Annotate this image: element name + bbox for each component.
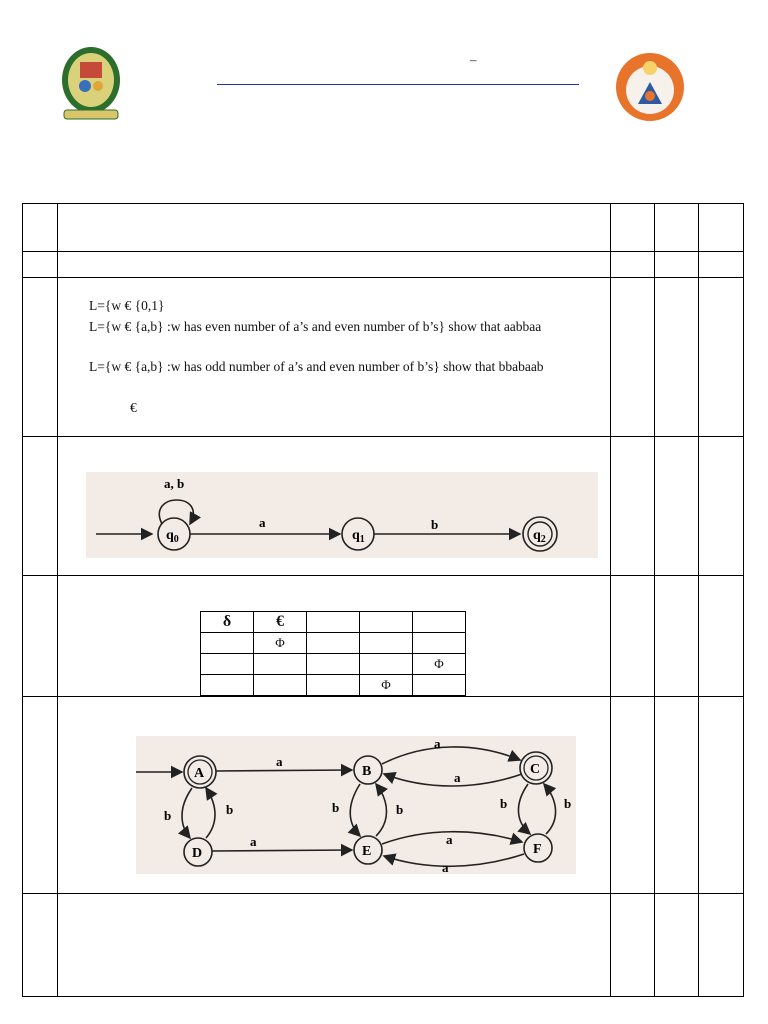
svg-text:b: b (564, 796, 572, 811)
table-cell (307, 612, 360, 633)
table-cell (307, 633, 360, 654)
table-cell (201, 654, 254, 675)
nfa-edge-a: a (259, 515, 266, 530)
table-cell: δ (201, 612, 254, 633)
svg-text:q2: $q_2$ (533, 528, 546, 545)
table-row (201, 633, 466, 654)
question-line-4: € (130, 400, 137, 415)
svg-text:a: a (446, 832, 453, 847)
question-line-3: L={w € {a,b} :w has odd number of a’s and even number of b’s} show that bbabaab (89, 359, 544, 374)
svg-text:a: a (434, 736, 441, 751)
state-label-A: A (194, 766, 205, 781)
svg-text:q0: $q_0$ (166, 528, 179, 545)
state-label-D: D (192, 846, 203, 861)
question-line-2: L={w € {a,b} :w has even number of a’s and even number of b’s} show that aabbaa (89, 319, 542, 334)
svg-text:b: b (500, 796, 508, 811)
table-cell (413, 612, 466, 633)
table-cell: Φ (360, 675, 413, 696)
table-row (201, 612, 466, 633)
svg-text:b: b (226, 802, 234, 817)
svg-text:b: b (396, 802, 404, 817)
table-cell (307, 654, 360, 675)
svg-text:a: a (454, 770, 461, 785)
state-label-B: B (362, 764, 372, 779)
svg-text:a: a (276, 754, 283, 769)
state-label-F: F (533, 842, 542, 857)
table-row (201, 654, 466, 675)
state-label-E: E (362, 844, 372, 859)
table-cell (360, 612, 413, 633)
table-cell (413, 675, 466, 696)
dfa-diagram (136, 736, 576, 874)
table-cell (307, 675, 360, 696)
table-row (201, 675, 466, 696)
svg-text:b: b (332, 800, 340, 815)
table-cell (254, 654, 307, 675)
svg-text:a: a (442, 860, 449, 874)
table-cell (360, 633, 413, 654)
transition-table (200, 611, 466, 696)
table-cell: Φ (254, 633, 307, 654)
state-label-C: C (530, 762, 541, 777)
question-line-1: L={w € {0,1} (89, 298, 165, 313)
svg-text:b: b (164, 808, 172, 823)
table-cell: € (254, 612, 307, 633)
nfa-loop-label: a, b (164, 476, 185, 491)
table-cell (413, 633, 466, 654)
svg-text:q1: $q_1$ (352, 528, 365, 545)
table-cell: Φ (413, 654, 466, 675)
nfa-edge-b: b (431, 517, 439, 532)
header-dash: – (470, 52, 477, 67)
table-cell (201, 675, 254, 696)
svg-text:a: a (250, 834, 257, 849)
table-cell (360, 654, 413, 675)
table-cell (201, 633, 254, 654)
table-cell (254, 675, 307, 696)
nfa-diagram (86, 472, 598, 558)
